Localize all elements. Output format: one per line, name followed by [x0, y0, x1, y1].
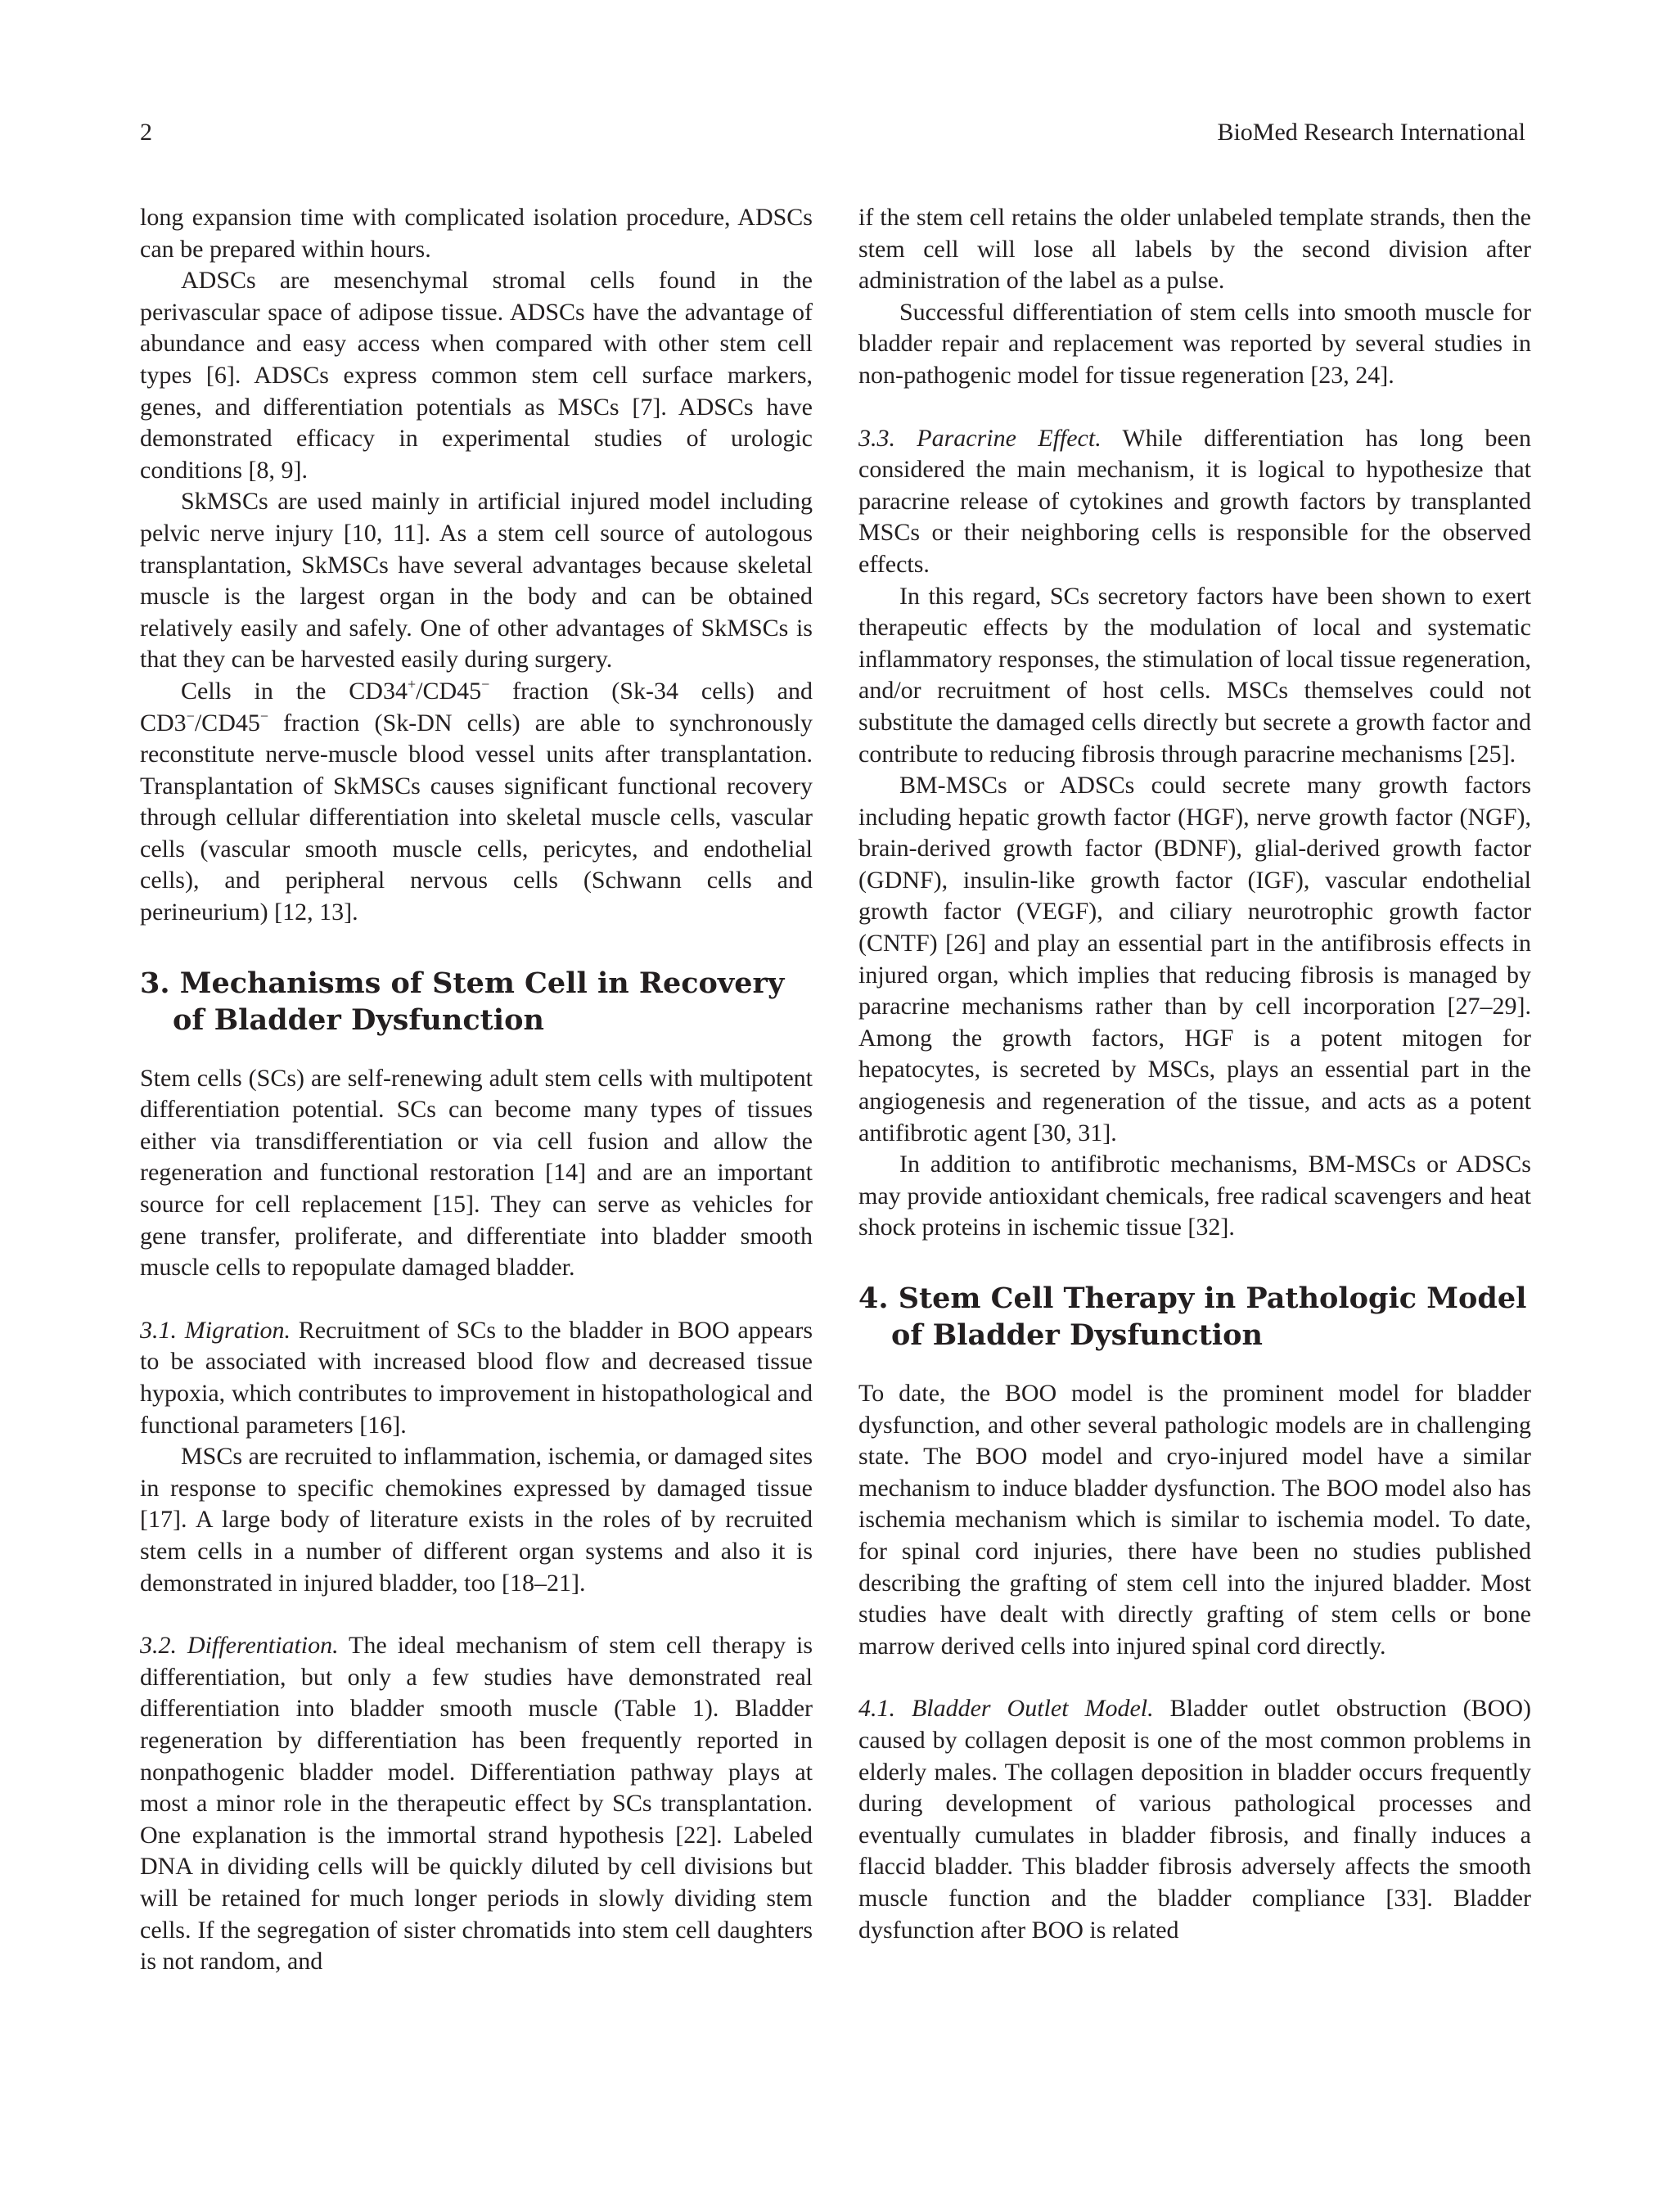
subsection-paracrine-effect — [858, 423, 1531, 581]
superscript: − — [186, 707, 195, 724]
text-run: fraction (Sk-DN cells) are able to synchronously reconstitute nerve-muscle blood vessel units after transplantation. Transplantation of SkMSCs causes significant functional recovery through cellular differentiation into skeletal muscle cells, vascular cells (vascular smooth muscle cells, pericytes, and endothelial cells), and peripheral nervous cells (Schwann cells and perineurium) [12, 13]. — [140, 709, 813, 926]
left-column — [140, 202, 813, 1978]
page-header — [140, 119, 1525, 151]
text-run: /CD45 — [194, 709, 260, 737]
paragraph: long expansion time with complicated isolation procedure, ADSCs can be prepared within hours. — [140, 204, 813, 263]
right-column — [858, 202, 1531, 1946]
paragraph: To date, the BOO model is the prominent model for bladder dysfunction, and other several pathologic models are in challenging state. The BOO model and cryo-injured model have a similar mechanism to induce bladder dysfunction. The BOO model also has ischemia mechanism which is similar to ischemia model. To date, for spinal cord injuries, there have been no studies published describing the grafting of stem cell into the injured bladder. Most studies have dealt with directly grafting of stem cells or bone marrow derived cells into injured spinal cord directly. — [858, 1380, 1531, 1660]
page-number: 2 — [140, 119, 152, 146]
paragraph: In addition to antifibrotic mechanisms, BM-MSCs or ADSCs may provide antioxidant chemicals, free radical scavengers and heat shock proteins in ischemic tissue [32]. — [858, 1151, 1531, 1241]
text-run: Bladder outlet obstruction (BOO) caused by collagen deposit is one of the most common problems in elderly males. The collagen deposition in bladder occurs frequently during development of various pathological processes and eventually cumulates in bladder fibrosis, and finally induces a flaccid bladder. This bladder fibrosis adversely affects the smooth muscle function and the bladder compliance [33]. Bladder dysfunction after BOO is related — [858, 1695, 1532, 1944]
section-heading-3: 3. Mechanisms of Stem Cell in Recovery of Bladder Dysfunction — [140, 966, 785, 1037]
subsection-title: 4.1. Bladder Outlet Model. — [858, 1695, 1154, 1723]
paragraph: if the stem cell retains the older unlabeled template strands, then the stem cell will lose all labels by the second division after administration of the label as a pulse. — [858, 204, 1531, 295]
text-run: /CD45 — [416, 677, 482, 705]
superscript: + — [407, 675, 417, 692]
paragraph: SkMSCs are used mainly in artificial injured model including pelvic nerve injury [10, 11]. As a stem cell source of autologous transplantation, SkMSCs have several advantages because skeletal muscle is the largest organ in the body and can be obtained relatively easily and safely. One of other advantages of SkMSCs is that they can be harvested easily during surgery. — [140, 488, 813, 674]
subsection-bladder-outlet-model — [858, 1693, 1531, 1946]
superscript: − — [259, 707, 269, 724]
paragraph: In this regard, SCs secretory factors have been shown to exert therapeutic effects by the modulation of local and systematic inflammatory responses, the stimulation of local tissue regeneration, and/or recruitment of host cells. MSCs themselves could not substitute the damaged cells directly but secrete a growth factor and contribute to reducing fibrosis through paracrine mechanisms [25]. — [858, 582, 1531, 768]
paragraph: ADSCs are mesenchymal stromal cells found in the perivascular space of adipose tissue. ADSCs have the advantage of abundance and easy access when compared with other stem cell types [6]. ADSCs express common stem cell surface markers, genes, and differentiation potentials as MSCs [7]. ADSCs have demonstrated efficacy in experimental studies of urologic conditions [8, 9]. — [140, 267, 813, 484]
section-heading-4: 4. Stem Cell Therapy in Pathologic Model of Bladder Dysfunction — [858, 1282, 1527, 1352]
paragraph: MSCs are recruited to inflammation, ischemia, or damaged sites in response to specific chemokines expressed by damaged tissue [17]. A large body of literature exists in the roles of by recruited stem cells in a number of different organ systems and also it is demonstrated in injured bladder, too [18–21]. — [140, 1443, 813, 1597]
subsection-title: 3.2. Differentiation. — [140, 1632, 339, 1660]
text-run: Recruitment of SCs to the bladder in BOO appears to be associated with increased blood flow and decreased tissue hypoxia, which contributes to improvement in histopathological and functional parameters [16]. — [140, 1316, 813, 1439]
subsection-title: 3.1. Migration. — [140, 1316, 291, 1344]
text-run: Cells in the CD34 — [181, 677, 408, 705]
paragraph: Successful differentiation of stem cells into smooth muscle for bladder repair and replacement was reported by several studies in non-pathogenic model for tissue regeneration [23, 24]. — [858, 298, 1531, 389]
subsection-migration — [140, 1315, 813, 1441]
superscript: − — [481, 675, 490, 692]
text-run: fraction (Sk-34 cells) and CD3 — [140, 677, 813, 737]
text-run: The ideal mechanism of stem cell therapy is differentiation, but only a few studies have demonstrated real differentiation into bladder smooth muscle (Table 1). Bladder regeneration by differentiation has been frequently reported in nonpathogenic bladder model. Differentiation pathway plays at most a minor role in the therapeutic effect by SCs transplantation. One explanation is the immortal strand hypothesis [22]. Labeled DNA in dividing cells will be quickly diluted by cell divisions but will be retained for much longer periods in slowly dividing stem cells. If the segregation of sister chromatids into stem cell daughters is not random, and — [140, 1632, 813, 1975]
paragraph: BM-MSCs or ADSCs could secrete many growth factors including hepatic growth factor (HGF), nerve growth factor (NGF), brain-derived growth factor (BDNF), glial-derived growth factor (GDNF), insulin-like growth factor (IGF), vascular endothelial growth factor (VEGF), and ciliary neurotrophic growth factor (CNTF) [26] and play an essential part in the antifibrosis effects in injured organ, which implies that reducing fibrosis is managed by paracrine mechanisms rather than by cell incorporation [27–29]. Among the growth factors, HGF is a potent mitogen for hepatocytes, is secreted by MSCs, plays an essential part in the angiogenesis and regeneration of the tissue, and acts as a potent antifibrotic agent [30, 31]. — [858, 772, 1531, 1147]
paragraph — [140, 676, 813, 929]
paragraph: Stem cells (SCs) are self-renewing adult stem cells with multipotent differentiation potential. SCs can become many types of tissues either via transdifferentiation or via cell fusion and allow the regeneration and functional restoration [14] and are an important source for cell replacement [15]. They can serve as vehicles for gene transfer, proliferate, and differentiate into bladder smooth muscle cells to repopulate damaged bladder. — [140, 1064, 813, 1282]
journal-name: BioMed Research International — [1217, 119, 1525, 146]
subsection-differentiation — [140, 1630, 813, 1978]
text-run: While differentiation has long been considered the main mechanism, it is logical to hypothesize that paracrine release of cytokines and growth factors by transplanted MSCs or their neighboring cells is responsible for the observed effects. — [858, 424, 1532, 578]
subsection-title: 3.3. Paracrine Effect. — [858, 424, 1102, 452]
